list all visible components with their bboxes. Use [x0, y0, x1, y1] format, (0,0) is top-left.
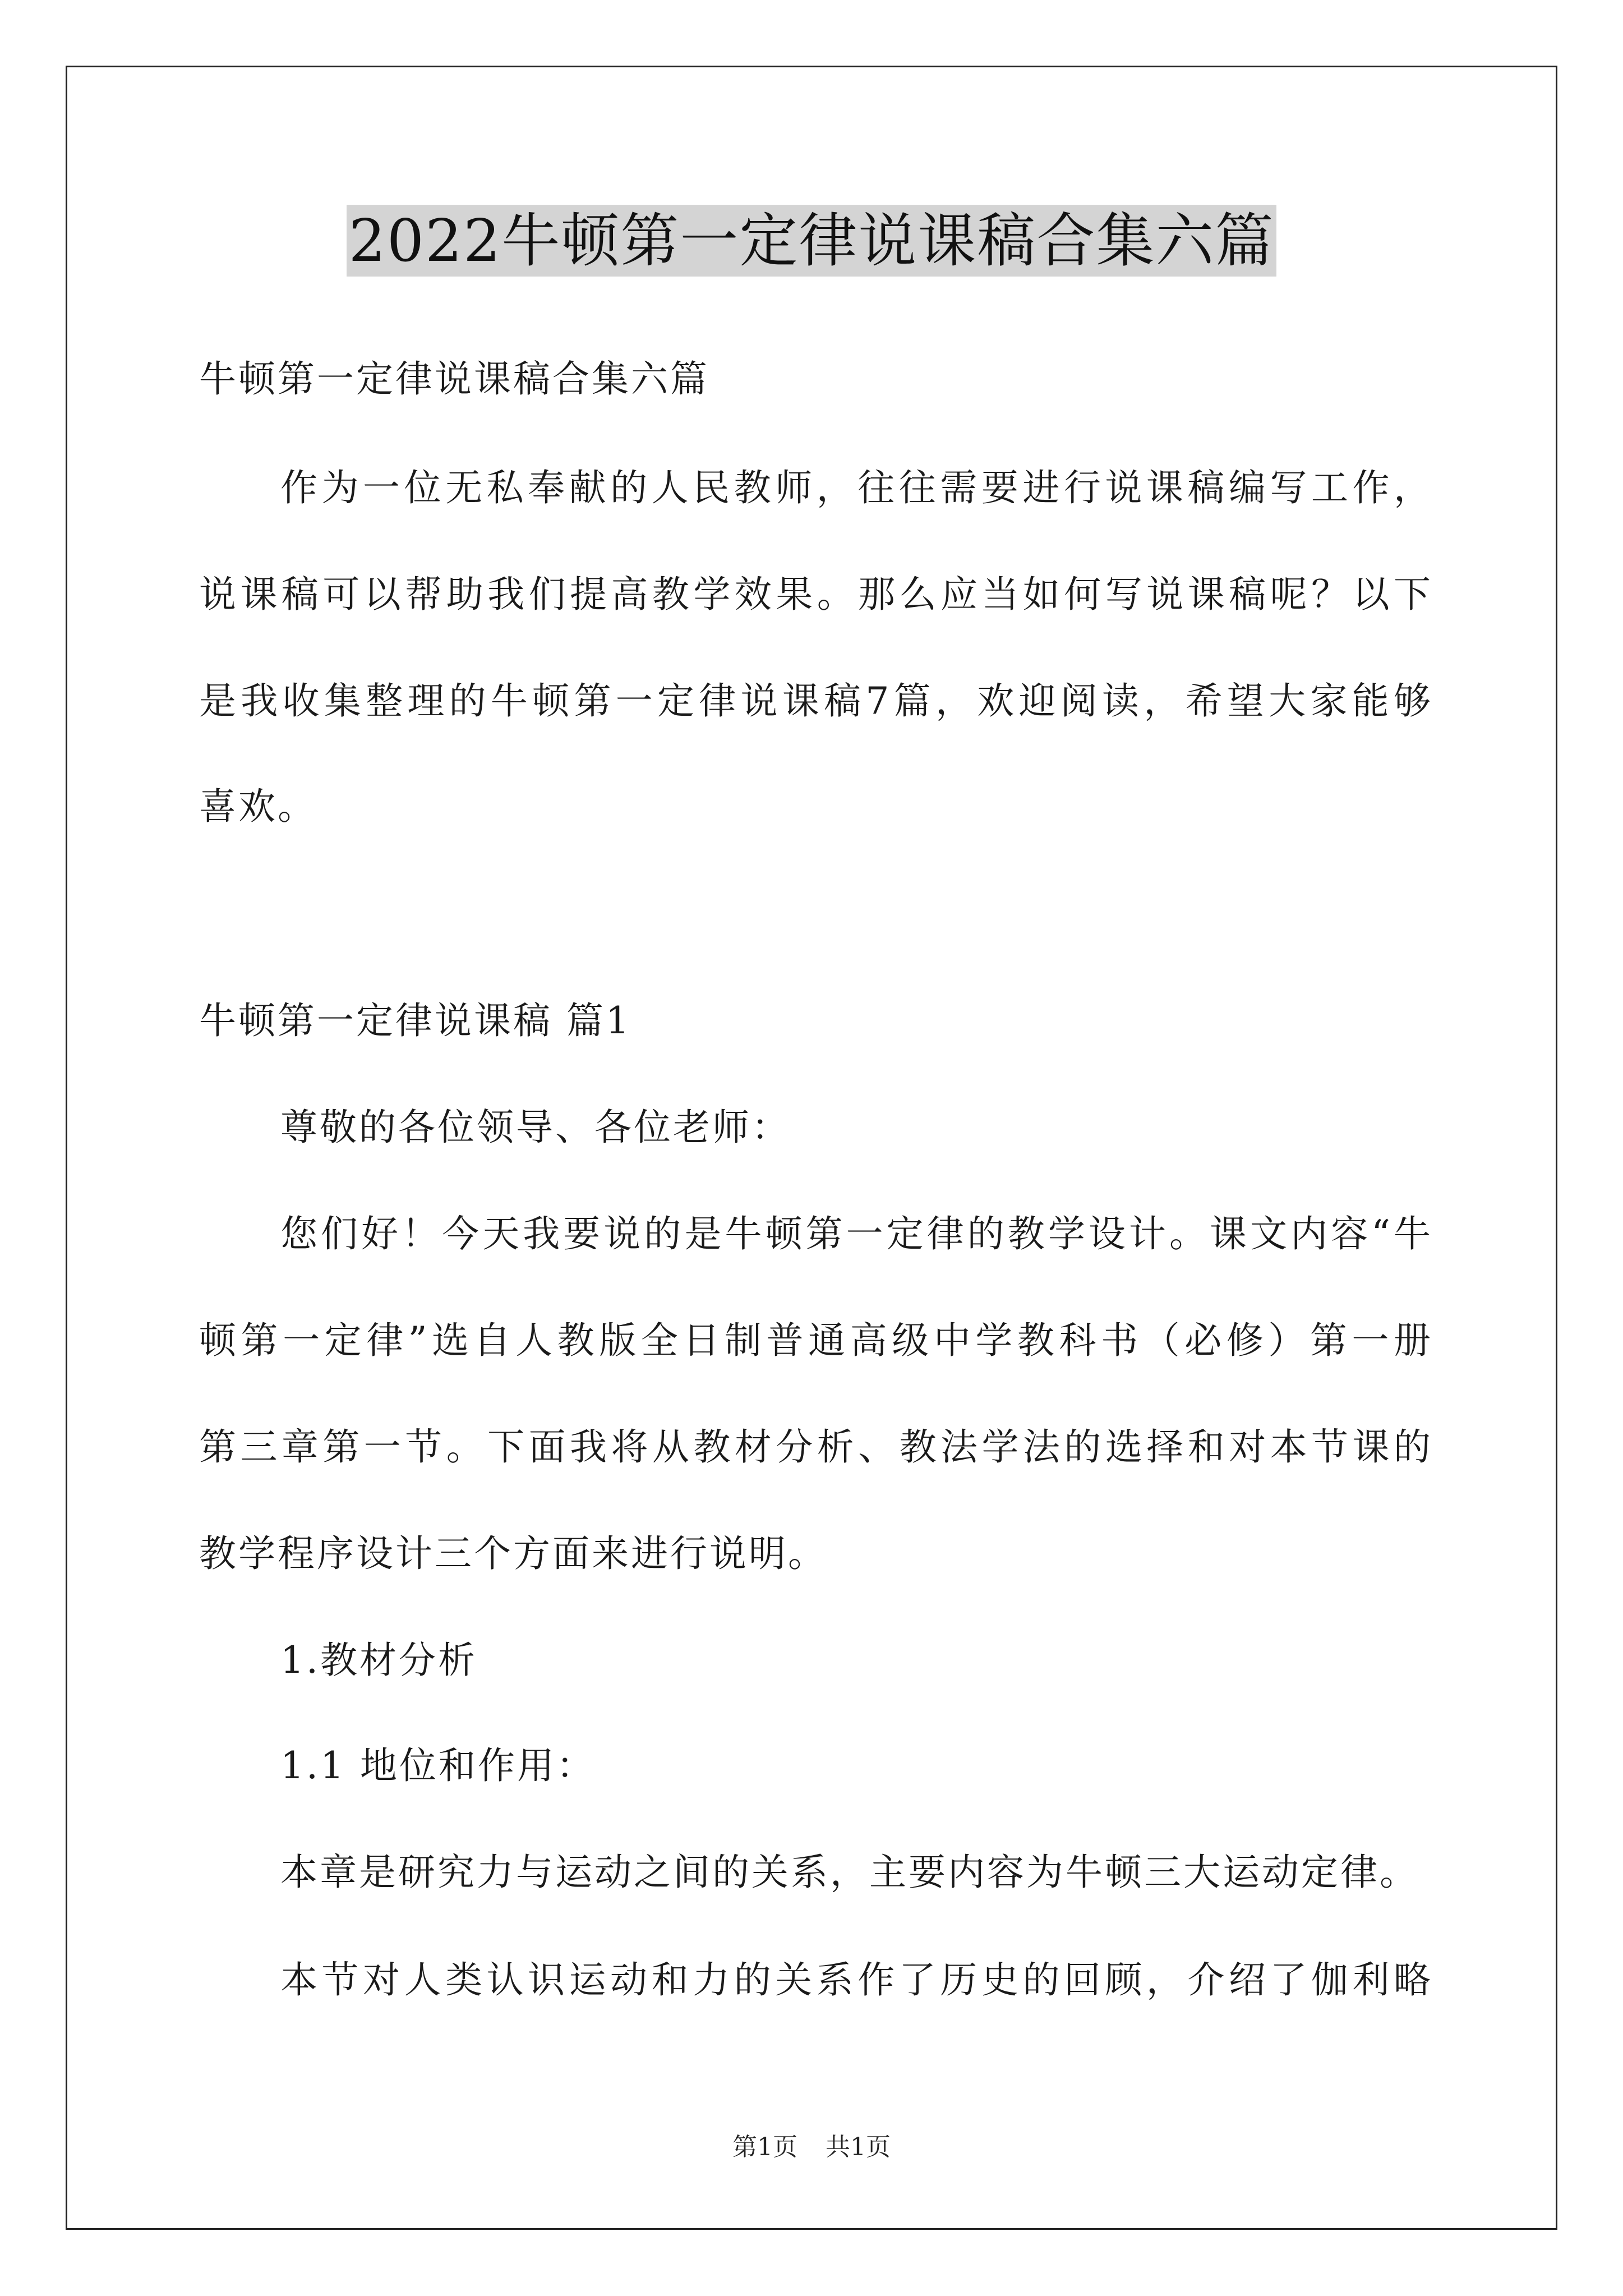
page-number: 第1页	[732, 2133, 797, 2161]
heading-position-role: 1.1 地位和作用：	[280, 1744, 596, 1787]
page-footer	[0, 2132, 1623, 2163]
page-total: 共1页	[826, 2133, 891, 2161]
intro-line-3: 是我收集整理的牛顿第一定律说课稿7篇，欢迎阅读，希望大家能够	[199, 679, 1433, 723]
section-heading: 牛顿第一定律说课稿 篇1	[199, 999, 631, 1042]
title-container	[0, 205, 1623, 277]
paragraph-section-summary: 本节对人类认识运动和力的关系作了历史的回顾，介绍了伽利略	[280, 1958, 1433, 2001]
greeting: 尊敬的各位领导、各位老师：	[280, 1106, 791, 1149]
intro-line-1: 作为一位无私奉献的人民教师，往往需要进行说课稿编写工作，	[280, 466, 1433, 509]
heading-teaching-material: 1.教材分析	[280, 1639, 477, 1682]
paragraph-line-3: 第三章第一节。下面我将从教材分析、教法学法的选择和对本节课的	[199, 1425, 1433, 1469]
paragraph-line-4: 教学程序设计三个方面来进行说明。	[199, 1532, 827, 1575]
paragraph-chapter-summary: 本章是研究力与运动之间的关系，主要内容为牛顿三大运动定律。	[280, 1851, 1419, 1894]
document-title: 2022牛顿第一定律说课稿合集六篇	[347, 205, 1277, 277]
intro-line-4: 喜欢。	[199, 785, 317, 828]
intro-line-2: 说课稿可以帮助我们提高教学效果。那么应当如何写说课稿呢？以下	[199, 573, 1433, 616]
paragraph-line-2: 顿第一定律”选自人教版全日制普通高级中学教科书（必修）第一册	[199, 1319, 1433, 1362]
paragraph-line-1: 您们好！今天我要说的是牛顿第一定律的教学设计。课文内容“牛	[280, 1212, 1433, 1255]
document-subtitle: 牛顿第一定律说课稿合集六篇	[199, 357, 709, 401]
